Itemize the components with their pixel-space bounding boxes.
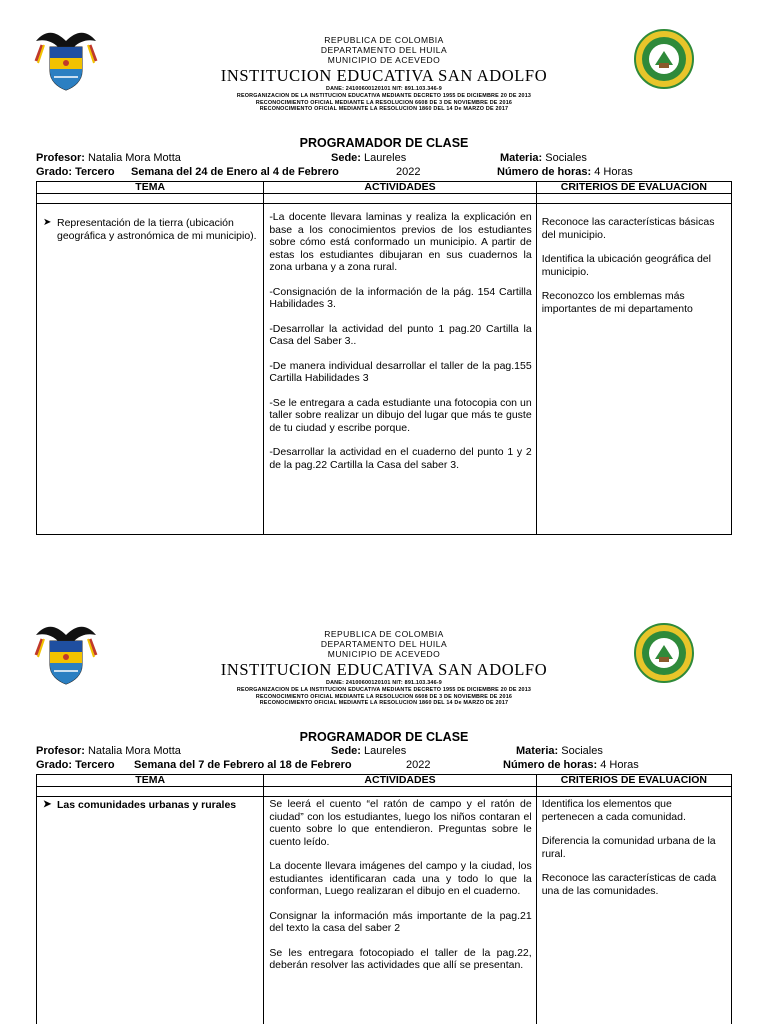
tema-text: Las comunidades urbanas y rurales	[57, 799, 237, 811]
reorganization-line: REORGANIZACION DE LA INSTITUCION EDUCATIVA MEDIANTE DECRETO 1955 DE DICIEMBRE 20 DE 2013	[236, 92, 532, 99]
sede-field	[331, 152, 406, 164]
materia-value: Sociales	[545, 152, 587, 164]
activity-item: Consignar la información más importante de la pag.21 del texto la casa del saber 2	[269, 909, 532, 934]
year-value: 2022	[396, 166, 421, 178]
profesor-value: Natalia Mora Motta	[87, 152, 181, 164]
criterios-cell	[536, 204, 731, 535]
activity-item: -Consignación de la información de la pág. 154 Cartilla Habilidades 3.	[269, 285, 532, 310]
spacer-row	[37, 787, 732, 797]
horas-label: Número de horas:	[497, 166, 592, 178]
grado-label: Grado: Tercero	[36, 166, 115, 178]
grado-field	[36, 166, 115, 178]
profesor-label: Profesor:	[36, 152, 85, 164]
semana-value: Semana del 24 de Enero al 4 de Febrero	[131, 166, 339, 178]
lesson-plan-table	[36, 181, 732, 535]
spacer-row	[37, 194, 732, 204]
document-page-2	[0, 594, 768, 1024]
program-title: PROGRAMADOR DE CLASE	[299, 730, 469, 744]
republic-line: REPUBLICA DE COLOMBIA	[324, 35, 444, 45]
recognition-line-2: RECONOCIMIENTO OFICIAL MEDIANTE LA RESOLUCION 1860 DEL 14 De MARZO DE 2017	[259, 106, 509, 113]
institution-header	[0, 35, 768, 113]
materia-label: Materia:	[516, 745, 559, 757]
republic-line: REPUBLICA DE COLOMBIA	[324, 629, 444, 639]
semana-field	[131, 166, 339, 178]
materia-value: Sociales	[561, 745, 603, 757]
criterios-cell	[536, 797, 731, 1024]
institution-name: INSTITUCION EDUCATIVA SAN ADOLFO	[220, 66, 548, 85]
grado-label: Grado: Tercero	[36, 759, 115, 771]
table-header-row	[37, 775, 732, 787]
tema-cell	[37, 797, 264, 1024]
table-row	[37, 204, 732, 535]
activity-item: Se leerá el cuento “el ratón de campo y el ratón de ciudad” con los estudiantes, luego los niños contaran el cuento sobre lo que entendieron. Preguntas sobre le cuento leído.	[269, 798, 532, 848]
department-line: DEPARTAMENTO DEL HUILA	[320, 45, 448, 55]
column-header-tema: TEMA	[37, 182, 264, 194]
grado-field	[36, 759, 115, 771]
table-row	[37, 797, 732, 1024]
dane-nit-line: DANE: 24100600120101 NIT: 891.103.346-9	[326, 86, 442, 92]
actividades-cell	[264, 797, 536, 1024]
activity-item: -Desarrollar la actividad del punto 1 pag.20 Cartilla la Casa del Saber 3..	[269, 322, 532, 347]
horas-value: 4 Horas	[594, 166, 633, 178]
year-field	[406, 759, 430, 771]
recognition-line-1: RECONOCIMIENTO OFICIAL MEDIANTE LA RESOLUCION 6608 DE 3 DE NOVIEMBRE DE 2016	[255, 99, 513, 106]
year-value: 2022	[406, 759, 431, 771]
activity-item: -Desarrollar la actividad en el cuaderno del punto 1 y 2 de la pag.22 Cartilla la Casa del saber 3.	[269, 446, 532, 471]
sede-value: Laureles	[364, 152, 407, 164]
criterion-item: Identifica los elementos que pertenecen a cada comunidad.	[541, 798, 686, 823]
criterion-item: Reconozco los emblemas más importantes de mi departamento	[541, 290, 693, 315]
activity-item: -De manera individual desarrollar el taller de la pag.155 Cartilla Habilidades 3	[269, 359, 532, 384]
activity-item: La docente llevara imágenes del campo y la ciudad, los estudiantes identificaran cada una y todo lo que la conforman, Luego realizaran el dibujo en el cuaderno.	[269, 860, 532, 897]
municipality-line: MUNICIPIO DE ACEVEDO	[327, 55, 441, 65]
actividades-cell	[264, 204, 536, 535]
year-field	[396, 166, 420, 178]
profesor-value: Natalia Mora Motta	[87, 745, 181, 757]
sede-value: Laureles	[364, 745, 407, 757]
institution-header	[0, 629, 768, 707]
horas-value: 4 Horas	[600, 759, 639, 771]
activity-item: -Se le entregara a cada estudiante una fotocopia con un taller sobre realizar un dibujo del lugar que más te guste de tu ciudad y escribe porque.	[269, 396, 532, 434]
column-header-actividades: ACTIVIDADES	[264, 775, 536, 787]
dane-nit-line: DANE: 24100600120101 NIT: 891.103.346-9	[326, 680, 442, 686]
recognition-line-2: RECONOCIMIENTO OFICIAL MEDIANTE LA RESOLUCION 1860 DEL 14 De MARZO DE 2017	[259, 700, 509, 707]
activity-item: Se les entregara fotocopiado el taller de la pag.22, deberán resolver las actividades que allí se presentan.	[269, 946, 532, 971]
sede-field	[331, 745, 406, 757]
criterion-item: Reconoce las características de cada una de las comunidades.	[541, 872, 717, 897]
department-line: DEPARTAMENTO DEL HUILA	[320, 639, 448, 649]
materia-field	[500, 152, 587, 164]
materia-label: Materia:	[500, 152, 543, 164]
column-header-actividades: ACTIVIDADES	[264, 182, 536, 194]
profesor-field	[36, 152, 181, 164]
sede-label: Sede:	[331, 152, 361, 164]
materia-field	[516, 745, 603, 757]
bullet-arrow-icon: ➤	[43, 799, 52, 810]
recognition-line-1: RECONOCIMIENTO OFICIAL MEDIANTE LA RESOLUCION 6608 DE 3 DE NOVIEMBRE DE 2016	[255, 693, 513, 700]
horas-label: Número de horas:	[503, 759, 598, 771]
tema-text: Representación de la tierra (ubicación geográfica y astronómica de mi municipio).	[57, 217, 257, 242]
criterion-item: Reconoce las características básicas del municipio.	[541, 216, 715, 241]
column-header-criterios: CRITERIOS DE EVALUACION	[536, 182, 731, 194]
profesor-label: Profesor:	[36, 745, 85, 757]
program-title: PROGRAMADOR DE CLASE	[299, 136, 469, 150]
lesson-plan-table	[36, 774, 732, 1024]
criterion-item: Diferencia la comunidad urbana de la rural.	[541, 835, 716, 860]
column-header-criterios: CRITERIOS DE EVALUACION	[536, 775, 731, 787]
column-header-tema: TEMA	[37, 775, 264, 787]
horas-field	[497, 166, 633, 178]
horas-field	[503, 759, 639, 771]
semana-field	[134, 759, 352, 771]
tema-cell	[37, 204, 264, 535]
activity-item: -La docente llevara laminas y realiza la explicación en base a los conocimientos previos de los estudiantes sobre cómo está conformado un municipio. A partir de estas los estudiantes dibujaran en sus cuadernos la zona urbana y a zona rural.	[269, 211, 532, 273]
criterion-item: Identifica la ubicación geográfica del municipio.	[541, 253, 711, 278]
table-header-row	[37, 182, 732, 194]
bullet-arrow-icon: ➤	[43, 217, 52, 228]
semana-value: Semana del 7 de Febrero al 18 de Febrero	[134, 759, 352, 771]
reorganization-line: REORGANIZACION DE LA INSTITUCION EDUCATIVA MEDIANTE DECRETO 1955 DE DICIEMBRE 20 DE 2013	[236, 686, 532, 693]
institution-name: INSTITUCION EDUCATIVA SAN ADOLFO	[220, 660, 548, 679]
profesor-field	[36, 745, 181, 757]
municipality-line: MUNICIPIO DE ACEVEDO	[327, 649, 441, 659]
sede-label: Sede:	[331, 745, 361, 757]
